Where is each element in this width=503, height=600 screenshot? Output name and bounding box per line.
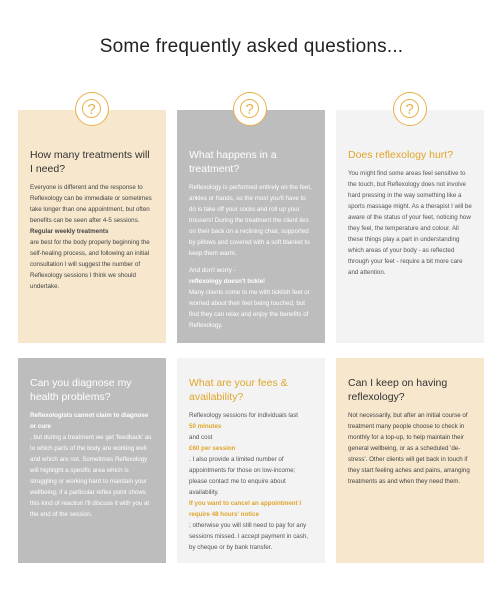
faq-card-title: Can you diagnose my health problems? [30,377,132,403]
faq-card-title: Can I keep on having reflexology? [348,377,448,403]
svg-text:?: ? [405,101,414,118]
faq-card-text: . I also provide a limited number of appointments for those on low-income; please contact me to enquire about availability. [189,456,296,496]
faq-card-what-happens [177,110,325,343]
faq-card-title: What happens in a treatment? [189,149,277,175]
faq-card-text: , but during a treatment we get 'feedback' as to which parts of the body are working well and which are not. Sometimes Reflexology will highlight a specific area which is struggling or working hard to maintain your wellbeing; if a particular reflex point shows this kind of reaction I'll discuss it with you at the end of the session. [30,434,152,518]
faq-card-highlight: £60 per session [189,445,236,452]
question-circle-icon [233,92,267,126]
svg-text:?: ? [245,101,254,118]
faq-card-highlight: Regular weekly treatments [30,228,109,235]
faq-card-diagnose [18,358,166,563]
faq-card-text: Everyone is different and the response to Reflexology can be immediate or sometimes take longer than one appointment, but often benefits can be seen after 4-5 sessions. [30,184,152,224]
faq-card-keep-on [336,358,484,563]
faq-card-title: What are your fees & availability? [189,377,288,403]
faq-card-text: And don't worry - [189,267,236,274]
faq-card-text: Reflexology sessions for individuals last [189,412,299,419]
faq-card-highlight: 50 minutes [189,423,222,430]
faq-card-text: are best for the body properly beginning the self-healing process, and following an initial consultation I will suggest the number of Reflexology sessions I think we should undertake. [30,239,150,290]
question-circle-icon [393,92,427,126]
faq-card-highlight: reflexology doesn't tickle! [189,278,266,285]
faq-card-treatments [18,110,166,343]
svg-text:?: ? [87,101,96,118]
faq-card-text: Reflexology is performed entirely on the feet, ankles or hands, so the most you'll have to do is take off your socks and roll up your trousers! During the treatment the client lies on their back on a reclining chair, supported by pillows and covered with a soft blanket to keep them warm. [189,184,312,257]
faq-card-text: You might find some areas feel sensitive to the touch, but Reflexology does not involve hard pressing in the way something like a sports massage might. As a therapist I will be aware of the status of your feet, noticing how they feel, the temperature and colour. All these things play a part in understanding which areas of your body - as reflected through your feet - require a bit more care and attention. [348,170,472,276]
faq-card-text: and cost [189,434,213,441]
faq-card-fees [177,358,325,563]
faq-card-hurt [336,110,484,343]
faq-card-title: How many treatments will I need? [30,149,150,175]
faq-card-highlight: Reflexologists cannot claim to diagnose or cure [30,412,149,430]
faq-card-highlight: If you want to cancel an appointment I require 48 hours' notice [189,500,302,518]
question-circle-icon [75,92,109,126]
faq-card-text: Not necessarily, but after an initial course of treatment many people choose to check in monthly for a top-up, to help maintain their general wellbeing, or as a scheduled 'de-stress'. Other clients will get back in touch if they start feeling aches and pains, arranging treatments as and when they need them. [348,412,470,485]
faq-card-text: Many clients come to me with ticklish feet or worried about their feet being touched, but find they can relax and enjoy the benefits of Reflexology. [189,289,310,329]
faq-card-title: Does reflexology hurt? [348,149,454,161]
page-title: Some frequently asked questions... [99,36,404,57]
faq-card-text: ; otherwise you will still need to pay for any sessions missed. I accept payment in cash, by cheque or by bank transfer. [189,522,308,551]
